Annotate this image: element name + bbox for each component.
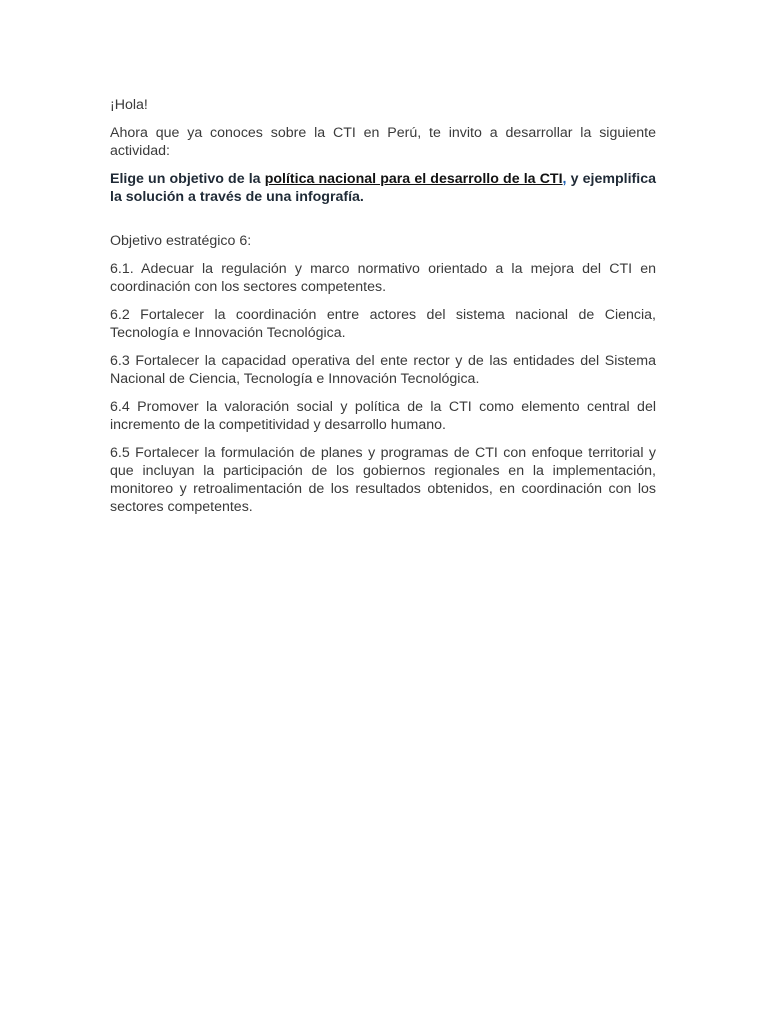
instruction-lead: Elige un objetivo de la	[110, 171, 265, 187]
instruction-paragraph	[110, 170, 656, 206]
objective-item-6-2: 6.2 Fortalecer la coordinación entre actores del sistema nacional de Ciencia, Tecnología e Innovación Tecnológica.	[110, 307, 656, 341]
objective-item-6-5: 6.5 Fortalecer la formulación de planes y programas de CTI con enfoque territorial y que incluyan la participación de los gobiernos regionales en la implementación, monitoreo y retroalimentación de los resultados obtenidos, en coordinación con los sectores competentes.	[110, 445, 656, 515]
paragraph-spacer	[110, 216, 656, 232]
intro-paragraph: Ahora que ya conoces sobre la CTI en Perú, te invito a desarrollar la siguiente actividad:	[110, 125, 656, 159]
greeting-text: ¡Hola!	[110, 97, 148, 113]
instruction-tail: y ejemplifica la solución a través de una infografía.	[110, 171, 657, 205]
policy-link[interactable]: política nacional para el desarrollo de la CTI	[264, 171, 563, 187]
objective-item-6-3: 6.3 Fortalecer la capacidad operativa del ente rector y de las entidades del Sistema Nacional de Ciencia, Tecnología e Innovación Tecnológica.	[110, 353, 656, 387]
objective-item-6-4: 6.4 Promover la valoración social y política de la CTI como elemento central del incremento de la competitividad y desarrollo humano.	[110, 399, 656, 433]
objective-item-6-1: 6.1. Adecuar la regulación y marco normativo orientado a la mejora del CTI en coordinación con los sectores competentes.	[110, 261, 656, 295]
document-body	[110, 96, 656, 526]
objective-heading: Objetivo estratégico 6:	[110, 233, 252, 249]
policy-link-comma[interactable]: ,	[562, 171, 567, 187]
